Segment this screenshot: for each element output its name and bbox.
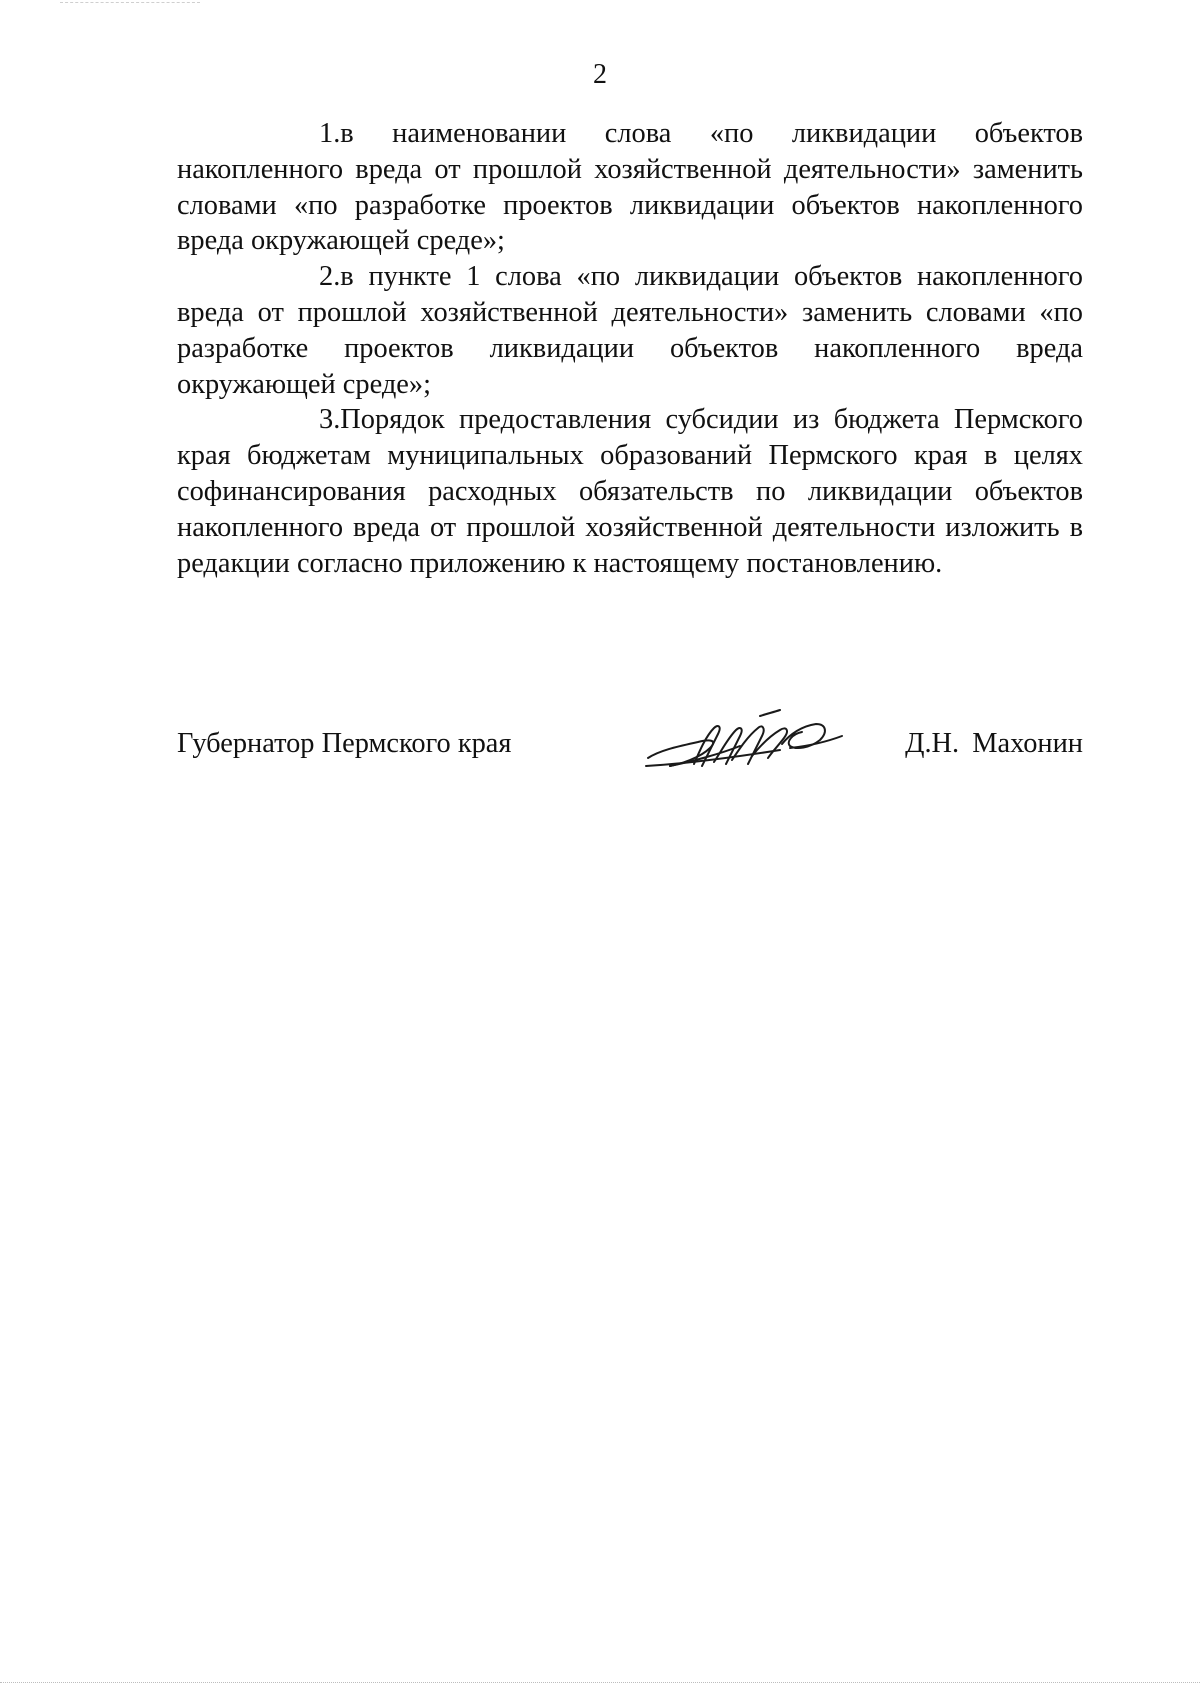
scan-edge-top [60, 2, 200, 4]
handwritten-signature-icon [640, 706, 850, 776]
list-item [177, 402, 1083, 581]
item-number: 1. [319, 118, 341, 149]
scan-edge-bottom [0, 1682, 1200, 1684]
signer-name: Д.Н. Махонин [905, 728, 1083, 759]
item-number: 3. [319, 404, 341, 436]
item-text: в пункте 1 слова «по ликвидации объектов накопленного вреда от прошлой хозяйственной деятельности» заменить словами «по разработке проектов ликвидации объектов накопленного вреда окружающей среде»; [177, 261, 1083, 400]
item-text: в наименовании слова «по ликвидации объектов накопленного вреда от прошлой хозяйственной деятельности» заменить словами «по разработке проектов ликвидации объектов накопленного вреда окружающей среде»; [177, 118, 1083, 257]
page-number: 2 [593, 59, 607, 90]
item-number: 2. [319, 261, 341, 293]
item-text: Порядок предоставления субсидии из бюджета Пермского края бюджетам муниципальных образований Пермского края в целях софинансирования расходных обязательств по ликвидации объектов накопленного вреда от прошлой хозяйственной деятельности изложить в редакции согласно приложению к настоящему постановлению. [177, 404, 1083, 579]
signer-position: Губернатор Пермского края [177, 728, 512, 759]
document-body [177, 116, 1083, 581]
list-item [177, 116, 1083, 259]
signature-block [177, 712, 1083, 772]
list-item [177, 259, 1083, 402]
